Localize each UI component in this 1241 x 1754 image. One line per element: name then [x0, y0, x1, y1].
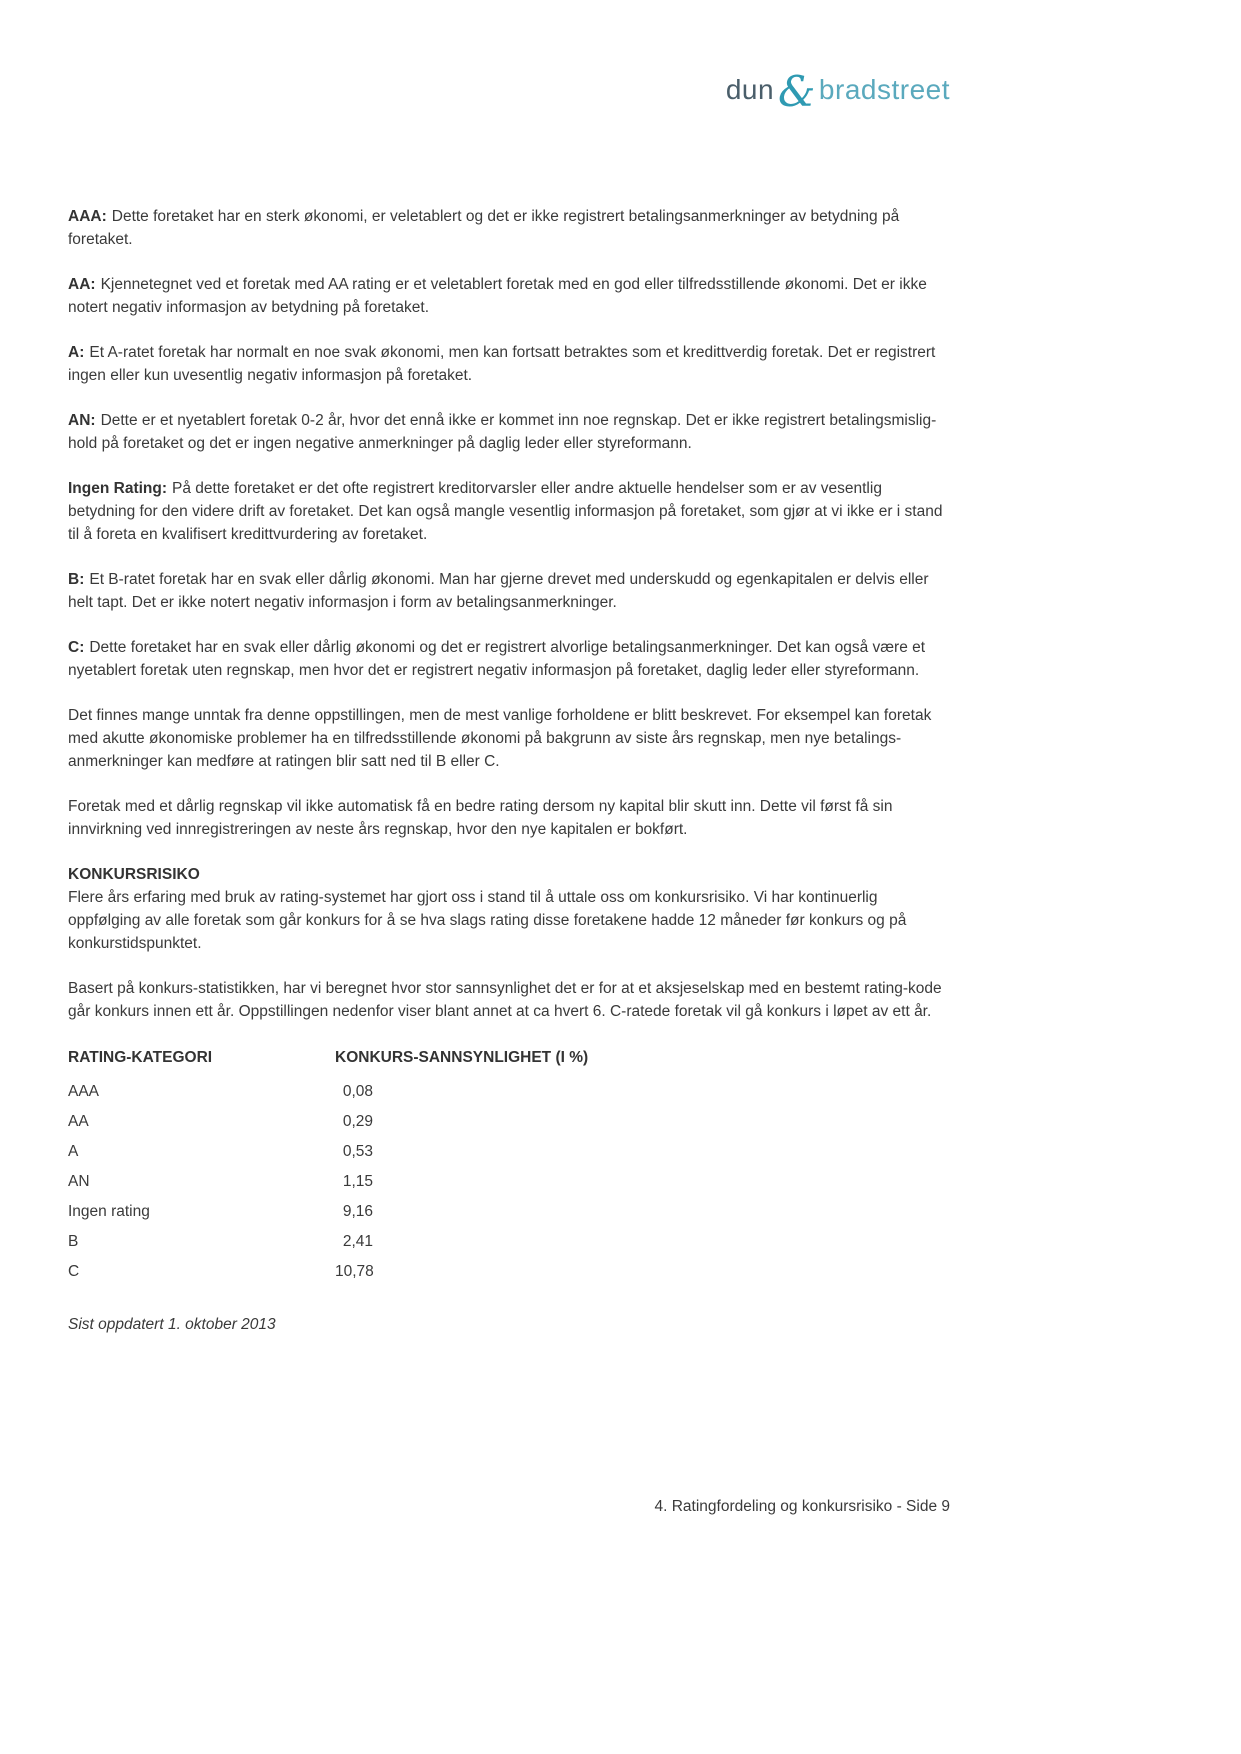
paragraph-label: AN:	[68, 412, 96, 429]
table-header-probability: KONKURS-SANNSYNLIGHET (I %)	[335, 1049, 589, 1066]
paragraph-text: Kjennetegnet ved et foretak med AA rating er et veletablert foretak med en god eller tilfredsstillende økonomi. Det er ikke notert negativ informasjon av betydning på foretaket.	[68, 276, 927, 316]
table-row-an	[68, 1167, 952, 1197]
last-updated-note: Sist oppdatert 1. oktober 2013	[68, 1316, 276, 1333]
konkursrisiko-paragraph-2: Basert på konkurs-statistikken, har vi beregnet hvor stor sannsynlighet det er for at et aksjeselskap med en bestemt rating-kode går konkurs innen ett år. Oppstillingen nedenfor viser blant annet at ca hvert 6. C-ratede foretak vil gå konkurs i løpet av ett år.	[68, 980, 942, 1020]
paragraph-text: Dette foretaket har en sterk økonomi, er veletablert og det er ikke registrert betalingsanmerkninger av betydning på foretaket.	[68, 208, 900, 248]
table-cell-value: 10,78	[335, 1263, 374, 1280]
paragraph-new-capital	[68, 795, 952, 841]
paragraph-text: Dette er et nyetablert foretak 0-2 år, hvor det ennå ikke er kommet inn noe regnskap. Det er ikke registrert betalingsmislig- hold på foretaket og det er ingen negative anmerkninger på daglig leder eller styreformann.	[68, 412, 937, 452]
paragraph-label: Ingen Rating:	[68, 480, 168, 497]
table-cell-category: AAA	[68, 1083, 100, 1100]
table-row-b	[68, 1227, 952, 1257]
paragraph-an	[68, 409, 952, 455]
paragraph-a	[68, 341, 952, 387]
document-body	[68, 205, 952, 1336]
paragraph-aa	[68, 273, 952, 319]
paragraph-text: Et A-ratet foretak har normalt en noe svak økonomi, men kan fortsatt betraktes som et kredittverdig foretak. Det er registrert ingen eller kun uvesentlig negativ informasjon på foretaket.	[68, 344, 936, 384]
table-cell-value: 0,53	[342, 1143, 373, 1160]
table-cell-category: AN	[68, 1173, 90, 1190]
paragraph-text: Det finnes mange unntak fra denne oppstillingen, men de mest vanlige forholdene er blitt beskrevet. For eksempel kan foretak med akutte økonomiske problemer ha en tilfredsstillende økonomi på bakgrunn av siste års regnskap, men nye betalings- anmerkninger kan medføre at ratingen blir satt ned til B eller C.	[68, 707, 932, 770]
paragraph-label: AAA:	[68, 208, 107, 225]
table-header-row	[68, 1045, 952, 1071]
logo-text-bradstreet: bradstreet	[818, 74, 950, 105]
paragraph-text: Et B-ratet foretak har en svak eller dårlig økonomi. Man har gjerne drevet med underskudd og egenkapitalen er delvis eller helt tapt. Det er ikke notert negativ informasjon i form av betalingsanmerkninger.	[68, 571, 929, 611]
table-cell-value: 1,15	[342, 1173, 373, 1190]
paragraph-aaa	[68, 205, 952, 251]
table-row-c	[68, 1257, 952, 1287]
ampersand-icon: &	[778, 67, 816, 116]
table-cell-value: 9,16	[342, 1203, 373, 1220]
table-cell-category: AA	[68, 1113, 89, 1130]
table-cell-category: A	[68, 1143, 79, 1160]
table-row-a	[68, 1137, 952, 1167]
paragraph-text: På dette foretaket er det ofte registrert kreditorvarsler eller andre aktuelle hendelser som er av vesentlig betydning for den videre drift av foretaket. Det kan også mangle vesentlig informasjon på foretaket, som gjør at vi ikke er i stand til å foreta en kvalifisert kredittvurdering av foretaket.	[68, 480, 943, 543]
paragraph-label: C:	[68, 639, 85, 656]
table-cell-value: 0,08	[342, 1083, 373, 1100]
paragraph-exceptions	[68, 704, 952, 773]
paragraph-label: B:	[68, 571, 85, 588]
page-footer: 4. Ratingfordeling og konkursrisiko - Side 9	[654, 1498, 950, 1515]
logo-text-dun: dun	[725, 74, 775, 105]
table-cell-value: 0,29	[342, 1113, 373, 1130]
table-row-aa	[68, 1107, 952, 1137]
dun-bradstreet-logo	[725, 67, 950, 116]
konkursrisiko-heading: KONKURSRISIKO	[68, 866, 200, 883]
paragraph-label: A:	[68, 344, 85, 361]
table-row-aaa	[68, 1077, 952, 1107]
paragraph-text: Dette foretaket har en svak eller dårlig økonomi og det er registrert alvorlige betalingsanmerkninger. Det kan også være et nyetablert foretak uten regnskap, men hvor det er registrert negativ informasjon på foretaket, daglig leder eller styreformann.	[68, 639, 926, 679]
konkursrisiko-section	[68, 863, 952, 955]
table-cell-category: B	[68, 1233, 79, 1250]
table-cell-category: Ingen rating	[68, 1203, 150, 1220]
paragraph-c	[68, 636, 952, 682]
table-header-category: RATING-KATEGORI	[68, 1049, 213, 1066]
paragraph-b	[68, 568, 952, 614]
rating-probability-table	[68, 1045, 952, 1287]
table-cell-value: 2,41	[342, 1233, 373, 1250]
table-row-ingen-rating	[68, 1197, 952, 1227]
table-cell-category: C	[68, 1263, 80, 1280]
konkursrisiko-paragraph-1: Flere års erfaring med bruk av rating-systemet har gjort oss i stand til å uttale oss om konkursrisiko. Vi har kontinuerlig oppfølging av alle foretak som går konkurs for å se hva slags rating disse foretakene hadde 12 måneder før konkurs og på konkurstidspunktet.	[68, 889, 907, 952]
paragraph-text: Foretak med et dårlig regnskap vil ikke automatisk få en bedre rating dersom ny kapital blir skutt inn. Dette vil først få sin innvirkning ved innregistreringen av neste års regnskap, hvor den nye kapitalen er bokført.	[68, 798, 893, 838]
paragraph-ingen-rating	[68, 477, 952, 546]
paragraph-label: AA:	[68, 276, 96, 293]
